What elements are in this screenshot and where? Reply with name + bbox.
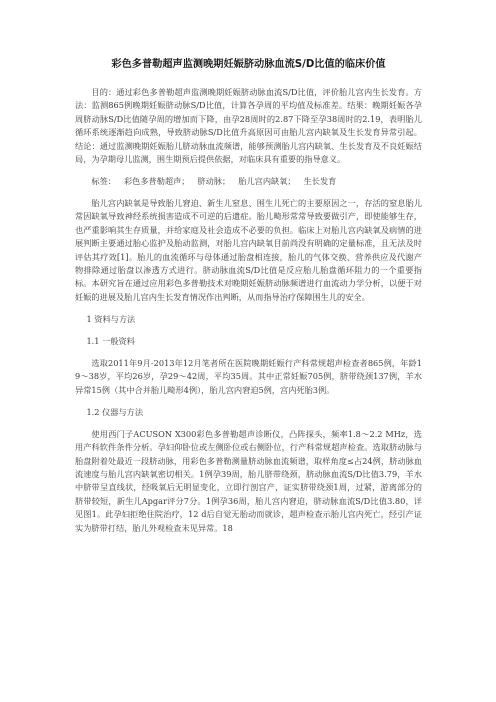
section-heading: 1 资料与方法 bbox=[86, 313, 136, 324]
subsection-heading: 1.2 仪器与方法 bbox=[86, 406, 144, 417]
keywords-label: 标签： bbox=[91, 176, 116, 187]
keyword-item: 彩色多普勒超声； bbox=[123, 176, 190, 187]
keyword-item: 生长发育 bbox=[303, 176, 337, 187]
introduction-paragraph: 胎儿宫内缺氧是导致胎儿窘迫、新生儿窒息、围生儿死亡的主要原因之一，存活的窒息胎儿常因缺氧导致神经系统损害造成不可逆的后遗症。胎儿畸形常常导致要做引产，即使能够生存，也严重影响其生存质量，并给家庭及社会造成不必要的负担。临床上对胎儿宫内缺氧及病情的进展判断主要通过胎心监护及胎动监测，对胎儿宫内缺氧目前尚没有明确的定量标准，且无法及时评估其疗效[1]。胎儿的血流循环与母体通过胎盘相连接，胎儿的气体交换、营养供应及代谢产物排除通过胎盘以渗透方式进行。脐动脉血流S/D比值是反应胎儿胎盘循环阻力的一个重要指标。本研究旨在通过应用彩色多普勒技术对晚期妊娠脐动脉频谱进行血流动力学分析，以便于对妊娠的进展及胎儿宫内生长发育情况作出判断，从而指导治疗保障围生儿的安全。 bbox=[75, 198, 422, 302]
subsection-heading: 1.1 一般资料 bbox=[86, 335, 135, 346]
article-title: 彩色多普勒超声监测晚期妊娠脐动脉血流S/D比值的临床价值 bbox=[111, 59, 386, 70]
instrument-method-paragraph: 使用西门子ACUSON X300彩色多普勒超声诊断仪，凸阵探头，频率1.8～2.2 MHz，选用产科软件条件分析。孕妇仰卧位或左侧卧位或右侧卧位，行产科常规超声检查。选取脐动脉与胎盘附着处最近一段脐动脉，用彩色多普勒测量脐动脉血流频谱，取样角度≤占24例，脐动脉血流速度与胎儿宫内缺氧密切相关。1例孕39周，胎儿脐带绕颈，脐动脉血流S/D比值3.79，羊水中脐带呈直线状，经吸氧后无明显变化，立即行剖宫产，证实脐带绕颈1周，过紧，游离部分的脐带较短，新生儿Apgar评分7分。1例孕36周，胎儿宫内窘迫，脐动脉血流S/D比值3.80，详见图1。此孕妇拒绝住院治疗，12 d后自觉无胎动而就诊，超声检查示胎儿宫内死亡，经引产证实为脐带打结，胎儿外观检查未见异常。18 bbox=[75, 428, 422, 533]
keyword-item: 胎儿宫内缺氧； bbox=[238, 176, 296, 187]
abstract-paragraph: 目的：通过彩色多普勒超声监测晚期妊娠脐动脉血流S/D比值，评价胎儿宫内生长发育。方法：监测865例晚期妊娠脐动脉S/D比值，计算各孕周的平均值及标准差。结果：晚期妊娠各孕周脐动脉S/D比值随孕周的增加而下降，由孕28周时的2.87下降至孕38周时的2.19，表明胎儿循环系统逐渐趋向成熟，导致脐动脉S/D比值升高原因可由胎儿宫内缺氧及生长发育异常引起。结论：通过监测晚期妊娠胎儿脐动脉血流频谱，能够预测胎儿宫内缺氧、生长发育及不良妊娠结局，为孕期母儿监测，围生期预后提供依据，对临床具有重要的指导意义。 bbox=[75, 87, 422, 165]
keywords-line bbox=[75, 175, 422, 188]
keyword-item: 脐动脉； bbox=[197, 176, 231, 187]
general-data-paragraph: 选取2011年9月-2013年12月笔者所在医院晚期妊娠行产科常规超声检查者865例，年龄19～38岁，平均26岁，孕29～42周，平均35周。其中正常妊娠705例，脐带绕颈137例，羊水异常15例（其中合并胎儿畸形4例），胎儿宫内窘迫5例，宫内死胎3例。 bbox=[75, 357, 422, 395]
article bbox=[75, 58, 422, 544]
